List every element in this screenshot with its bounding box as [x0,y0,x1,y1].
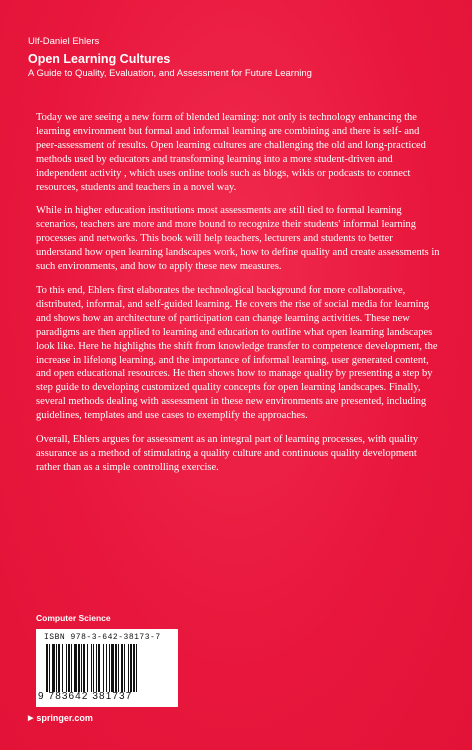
barcode-bar [83,644,85,692]
barcode-bar [78,644,80,692]
blurb-paragraph: Overall, Ehlers argues for assessment as an integral part of learning processes, with quality assurance as a method of stimulating a quality culture and continuous quality development rather than as a simple controlling exercise. [36,434,419,473]
barcode-bar [133,644,135,692]
barcode-bar [103,644,104,692]
barcode-bar [52,644,55,692]
barcode-digits: 9 783642 381737 [38,691,133,702]
publisher-link[interactable] [28,713,93,723]
subject-category: Computer Science [36,613,111,623]
barcode-bar [109,644,110,692]
barcode-bar [56,644,57,692]
barcode-bars [46,644,168,692]
barcode-bar [96,644,97,692]
barcode-bar [124,644,125,692]
barcode-bar [128,644,129,692]
barcode-bar [66,644,67,692]
barcode-bar [136,644,137,692]
barcode-bar [74,644,77,692]
blurb-paragraph: While in higher education institutions most assessments are still tied to formal learning scenarios, teachers are more and more bound to recognize their students' informal learning processes and networks. This book will help teachers, lecturers and students to better understand how open learning landscapes work, how to define quality and create assessments in such environments, and how to apply these new measures. [36,205,440,273]
book-title: Open Learning Cultures [28,52,171,66]
barcode-bar [87,644,88,692]
book-header [28,36,448,79]
blurb-paragraph: Today we are seeing a new form of blended learning: not only is technology enhancing the learning environment but formal and informal learning are combining and there is self- and peer-assessment of results. Open learning cultures are challenging the old and long-practiced methods used by educators and transforming learning into a more student-driven and independent activity , which uses online tools such as blogs, wikis or podcasts to connect resources, students and teachers in a novel way. [36,112,426,193]
author-name: Ulf-Daniel Ehlers [28,36,100,47]
barcode-bar [118,644,119,692]
arrow-right-icon: ▶ [28,715,34,722]
barcode-bar [46,644,48,692]
publisher-url: springer.com [36,713,93,723]
barcode-bar [115,644,117,692]
barcode-bar [93,644,94,692]
barcode-bar [71,644,72,692]
barcode-bar [130,644,132,692]
barcode-bar [68,644,70,692]
barcode-bar [58,644,60,692]
book-subtitle: A Guide to Quality, Evaluation, and Assessment for Future Learning [28,68,312,79]
blurb-paragraph: To this end, Ehlers first elaborates the technological background for more collaborative, distributed, informal, and self-guided learning. He covers the rise of social media for learning and shows how an architecture of participation can change learning activities. These new paradigms are then applied to learning and education to outline what open learning landscapes look like. Here he highlights the shift from knowledge transfer to competence development, the increase in lifelong learning, and the importance of informal learning, user generated content, and open educational resources. He then shows how to manage quality by presenting a step by step guide to developing customized quality concepts for open learning landscapes. Finally, several methods dealing with assessment in these new environments are presented, including guidelines, templates and use cases to exemplify the approaches. [36,284,438,422]
barcode-bar [98,644,100,692]
barcode-bar [81,644,82,692]
barcode-bar [49,644,50,692]
barcode-bar [62,644,63,692]
barcode-bar [106,644,107,692]
barcode-bar [91,644,92,692]
isbn-label: ISBN 978-3-642-38173-7 [44,633,161,642]
barcode-bar [111,644,114,692]
barcode-bar [121,644,123,692]
blurb [36,111,440,485]
isbn-barcode [36,629,178,707]
